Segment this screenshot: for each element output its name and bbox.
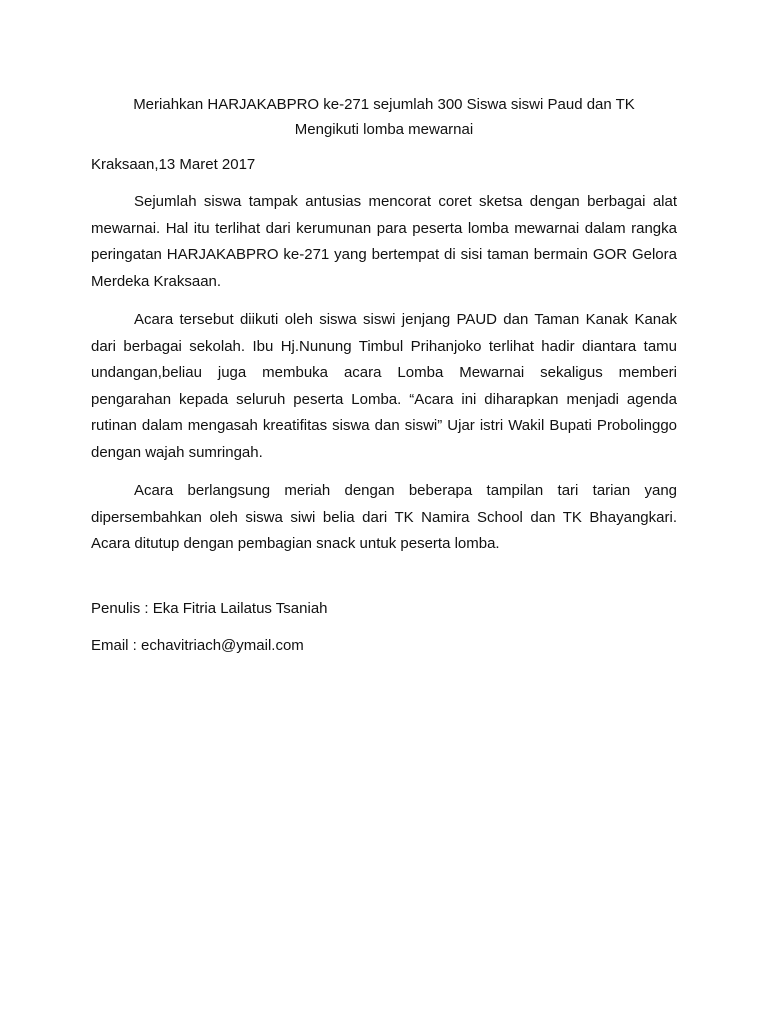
paragraph-2: Acara tersebut diikuti oleh siswa siswi jenjang PAUD dan Taman Kanak Kanak dari berbagai sekolah. Ibu Hj.Nunung Timbul Prihanjoko terlihat hadir diantara tamu undangan,beliau juga membuka acara Lomba Mewarnai sekaligus memberi pengarahan kepada seluruh peserta Lomba. “Acara ini diharapkan menjadi agenda rutinan dalam mengasah kreatifitas siswa dan siswi” Ujar istri Wakil Bupati Probolinggo dengan wajah sumringah. bbox=[91, 311, 677, 461]
title-line-2: Mengikuti lomba mewarnai bbox=[294, 121, 474, 138]
document-title bbox=[91, 92, 677, 142]
email-line: Email : echavitriach@ymail.com bbox=[91, 636, 304, 654]
title-line-1: Meriahkan HARJAKABPRO ke-271 sejumlah 300 Siswa siswi Paud dan TK bbox=[133, 96, 635, 113]
paragraph-3: Acara berlangsung meriah dengan beberapa tampilan tari tarian yang dipersembahkan oleh siswa siwi belia dari TK Namira School dan TK Bhayangkari. Acara ditutup dengan pembagian snack untuk peserta lomba. bbox=[91, 482, 677, 552]
paragraph-1: Sejumlah siswa tampak antusias mencorat coret sketsa dengan berbagai alat mewarnai. Hal itu terlihat dari kerumunan para peserta lomba mewarnai dalam rangka peringatan HARJAKABPRO ke-271 yang bertempat di sisi taman bermain GOR Gelora Merdeka Kraksaan. bbox=[91, 193, 677, 290]
author-line: Penulis : Eka Fitria Lailatus Tsaniah bbox=[91, 599, 328, 617]
document-footer bbox=[91, 596, 677, 658]
dateline: Kraksaan,13 Maret 2017 bbox=[91, 156, 256, 173]
document-page bbox=[91, 92, 677, 670]
